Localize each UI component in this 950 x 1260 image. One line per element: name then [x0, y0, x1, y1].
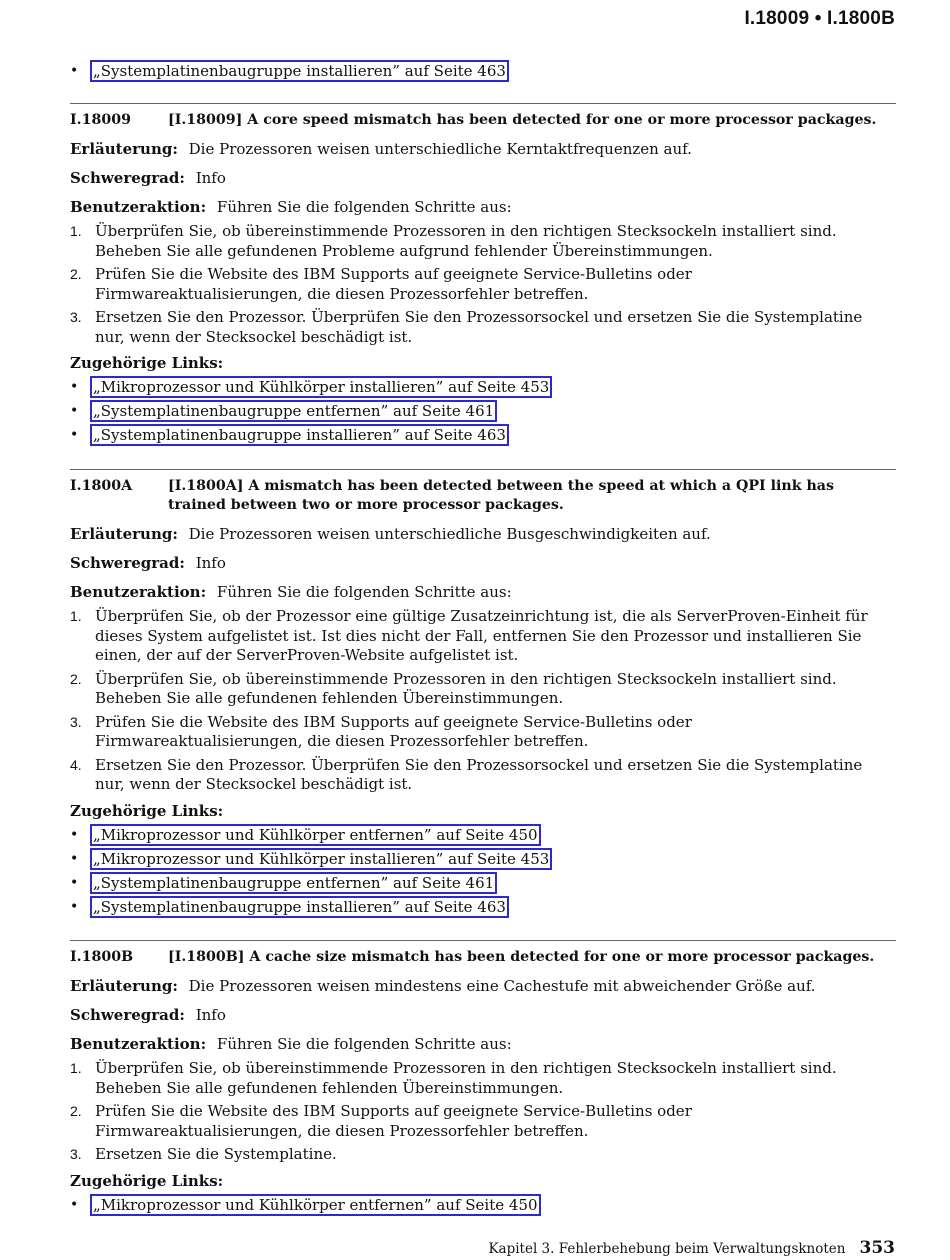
severity-label: Schweregrad: [70, 1006, 185, 1024]
step-list [70, 607, 896, 795]
message-title: [I.1800B] A cache size mismatch has been detected for one or more processor packages. [168, 949, 875, 965]
cross-reference-link[interactable]: „Mikroprozessor und Kühlkörper installieren” auf Seite 453 [90, 848, 552, 870]
message-id: I.1800B [70, 949, 134, 965]
step-item: 1. Überprüfen Sie, ob der Prozessor eine gültige Zusatzeinrichtung ist, die als ServerProven-Einheit für dieses System aufgelistet ist. Ist dies nicht der Fall, entfernen Sie den Prozessor und installieren Sie einen, der auf der ServerProven-Website aufgelistet ist. [70, 607, 868, 664]
cross-reference-link[interactable]: „Mikroprozessor und Kühlkörper installieren” auf Seite 453 [90, 376, 552, 398]
explanation-text: Die Prozessoren weisen unterschiedliche Kerntaktfrequenzen auf. [188, 140, 692, 158]
related-links-label: Zugehörige Links: [70, 354, 224, 372]
user-action [70, 582, 896, 602]
user-action [70, 1034, 896, 1054]
step-item: 3. Ersetzen Sie den Prozessor. Überprüfen Sie den Prozessorsockel und ersetzen Sie die Systemplatine nur, wenn der Stecksockel beschädigt ist. [70, 308, 863, 346]
message-section-i18009 [70, 103, 896, 448]
message-section-i1800a [70, 469, 896, 920]
top-link-list [70, 60, 509, 84]
list-item [70, 400, 896, 424]
message-heading [70, 477, 896, 515]
severity-label: Schweregrad: [70, 554, 185, 572]
cross-reference-link[interactable]: „Mikroprozessor und Kühlkörper entfernen” auf Seite 450 [90, 1194, 541, 1216]
severity [70, 1005, 896, 1025]
cross-reference-link[interactable]: „Systemplatinenbaugruppe installieren” auf Seite 463 [90, 60, 509, 82]
action-text: Führen Sie die folgenden Schritte aus: [216, 198, 512, 216]
explanation-label: Erläuterung: [70, 977, 178, 995]
step-list [70, 1059, 896, 1165]
user-action [70, 197, 896, 217]
step-item: 2. Prüfen Sie die Website des IBM Supports auf geeignete Service-Bulletins oder Firmwareaktualisierungen, die diesen Prozessorfehler betreffen. [70, 1102, 692, 1140]
step-item: 3. Prüfen Sie die Website des IBM Supports auf geeignete Service-Bulletins oder Firmwareaktualisierungen, die diesen Prozessorfehler betreffen. [70, 712, 692, 750]
cross-reference-link[interactable]: „Mikroprozessor und Kühlkörper entfernen” auf Seite 450 [90, 824, 541, 846]
action-text: Führen Sie die folgenden Schritte aus: [216, 583, 512, 601]
page-number: 353 [859, 1238, 895, 1258]
cross-reference-link[interactable]: „Systemplatinenbaugruppe installieren” auf Seite 463 [90, 896, 509, 918]
explanation-label: Erläuterung: [70, 140, 178, 158]
action-label: Benutzeraktion: [70, 583, 207, 601]
step-item: 2. Prüfen Sie die Website des IBM Supports auf geeignete Service-Bulletins oder Firmwareaktualisierungen, die diesen Prozessorfehler betreffen. [70, 265, 692, 303]
severity-value: Info [195, 169, 226, 187]
step-item: 4. Ersetzen Sie den Prozessor. Überprüfen Sie den Prozessorsockel und ersetzen Sie die Systemplatine nur, wenn der Stecksockel beschädigt ist. [70, 755, 863, 793]
related-link-list [70, 376, 896, 448]
explanation [70, 524, 896, 544]
message-heading [70, 111, 896, 130]
explanation-text: Die Prozessoren weisen unterschiedliche Busgeschwindigkeiten auf. [188, 525, 711, 543]
related-links-label: Zugehörige Links: [70, 801, 224, 820]
list-item [70, 872, 896, 896]
severity-value: Info [195, 1006, 226, 1024]
related-link-list [70, 824, 896, 920]
message-id: I.18009 [70, 112, 131, 128]
cross-reference-link[interactable]: „Systemplatinenbaugruppe entfernen” auf Seite 461 [90, 400, 497, 422]
step-item: 2. Überprüfen Sie, ob übereinstimmende Prozessoren in den richtigen Stecksockeln installiert sind. Beheben Sie alle gefundenen fehlenden Übereinstimmungen. [70, 669, 837, 707]
page-footer [488, 1238, 895, 1258]
step-item: 1. Überprüfen Sie, ob übereinstimmende Prozessoren in den richtigen Stecksockeln installiert sind. Beheben Sie alle gefundenen fehlenden Übereinstimmungen. [70, 1059, 837, 1097]
list-item [70, 376, 896, 400]
explanation [70, 139, 896, 159]
chapter-title: Kapitel 3. Fehlerbehebung beim Verwaltungsknoten [488, 1241, 846, 1257]
explanation-text: Die Prozessoren weisen mindestens eine Cachestufe mit abweichender Größe auf. [188, 977, 816, 995]
list-item [70, 824, 896, 848]
severity [70, 168, 896, 188]
related-link-list [70, 1194, 896, 1218]
list-item [70, 424, 896, 448]
severity-label: Schweregrad: [70, 169, 185, 187]
message-title: [I.1800A] A mismatch has been detected between the speed at which a QPI link has trained between two or more processor packages. [168, 478, 834, 513]
message-title: [I.18009] A core speed mismatch has been detected for one or more processor packages. [168, 112, 877, 128]
action-label: Benutzeraktion: [70, 198, 207, 216]
list-item [70, 60, 509, 84]
list-item [70, 896, 896, 920]
explanation [70, 976, 896, 996]
cross-reference-link[interactable]: „Systemplatinenbaugruppe entfernen” auf Seite 461 [90, 872, 497, 894]
message-heading [70, 948, 896, 967]
step-item: 3. Ersetzen Sie die Systemplatine. [70, 1145, 337, 1163]
message-id: I.1800A [70, 478, 133, 494]
action-text: Führen Sie die folgenden Schritte aus: [216, 1035, 512, 1053]
running-header: I.18009 • I.1800B [744, 8, 895, 29]
step-item: 1. Überprüfen Sie, ob übereinstimmende Prozessoren in den richtigen Stecksockeln installiert sind. Beheben Sie alle gefundenen Probleme aufgrund fehlender Übereinstimmungen. [70, 222, 837, 260]
explanation-label: Erläuterung: [70, 525, 178, 543]
list-item [70, 1194, 896, 1218]
message-section-i1800b [70, 940, 896, 1218]
severity-value: Info [195, 554, 226, 572]
action-label: Benutzeraktion: [70, 1035, 207, 1053]
severity [70, 553, 896, 573]
step-list [70, 222, 896, 347]
related-links-label: Zugehörige Links: [70, 1171, 224, 1190]
list-item [70, 848, 896, 872]
cross-reference-link[interactable]: „Systemplatinenbaugruppe installieren” auf Seite 463 [90, 424, 509, 446]
